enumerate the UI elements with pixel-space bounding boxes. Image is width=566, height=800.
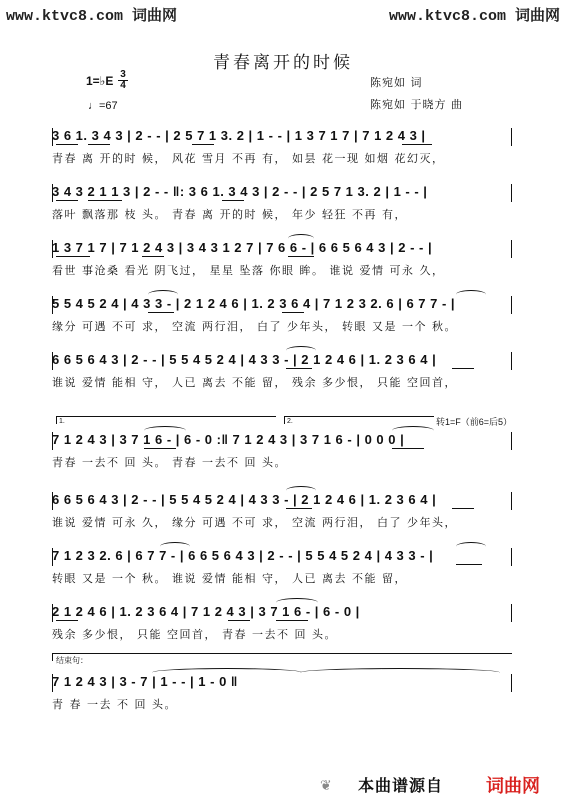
lyric-line: 缘分 可遇 不可 求， 空流 两行泪， 白了 少年头， 转眼 又是 一个 秋。 [52,320,457,333]
volta-bracket-second [284,416,434,417]
beam [228,620,250,621]
barline [511,604,512,622]
lyric-line: 转眼 又是 一个 秋。 谁说 爱情 能相 守， 人已 离去 不能 留， [52,572,407,585]
score-system-8 [52,548,512,600]
song-title: 青春离开的时候 [213,53,353,73]
beam [142,256,164,257]
score-system-3 [52,240,512,292]
lyricist-credit: 陈宛如 词 [370,76,423,89]
slur [286,346,316,355]
beam [392,448,424,449]
composer-credit: 陈宛如 于晓方 曲 [370,98,463,111]
ending-label: 结束句： [56,656,88,665]
notation-line: 7 1 2 4 3 | 3 7 1 6 - | 6 - 0 :‖ 7 1 2 4 3 | 3 7 1 6 - | 0 0 0 | [52,432,405,447]
beam [456,564,482,565]
beam [282,312,304,313]
notation-line: 7 1 2 4 3 | 3 - 7 | 1 - - | 1 - 0 ‖ [52,674,238,689]
barline [511,492,512,510]
barline [511,240,512,258]
site-logo: 词曲网 [486,776,540,797]
lyric-line: 谁说 爱情 可永 久， 缘分 可遇 不可 求， 空流 两行泪， 白了 少年头， [52,516,457,529]
volta-label-first: 1. [59,418,65,425]
time-signature [118,70,128,91]
slur [286,486,316,495]
volta-bracket-tick [284,416,285,424]
slur [276,598,318,607]
beam [88,200,122,201]
beam [286,368,312,369]
volta-bracket-tick [56,416,57,424]
beam [144,448,176,449]
volta-label-second: 2. [287,418,293,425]
time-signature-top: 3 [120,69,126,80]
slur [300,668,500,677]
beam [452,368,474,369]
score-system-7 [52,492,512,544]
notation-line: 3 4 3 2 1 1 3 | 2 - - ‖: 3 6 1. 3 4 3 | 2 - - | 2 5 7 1 3. 2 | 1 - - | [52,184,428,199]
barline [511,548,512,566]
slur [152,668,302,677]
score-system-10 [52,674,512,726]
site-watermark-left: www.ktvc8.com 词曲网 [6,8,178,25]
beam [288,256,314,257]
lyric-line: 残余 多少恨， 只能 空回首， 青春 一去不 回 头。 [52,628,337,641]
slur [456,290,486,299]
tempo-mark: ♩=67 [88,100,118,112]
score-system-5 [52,352,512,404]
volta-bracket-first [56,416,276,417]
score-system-2 [52,184,512,236]
notation-line: 6 6 5 6 4 3 | 2 - - | 5 5 4 5 2 4 | 4 3 3 - | 2 1 2 4 6 | 1. 2 3 6 4 | [52,492,437,507]
beam [148,312,174,313]
notation-line: 2 1 2 4 6 | 1. 2 3 6 4 | 7 1 2 4 3 | 3 7 1 6 - | 6 - 0 | [52,604,360,619]
notation-line: 1 3 7 1 7 | 7 1 2 4 3 | 3 4 3 1 2 7 | 7 6 6 - | 6 6 5 6 4 3 | 2 - - | [52,240,433,255]
ending-bracket [52,653,512,654]
lyric-line: 看世 事沧桑 看光 阴飞过， 星星 坠落 你眼 眸。 谁说 爱情 可永 久， [52,264,445,277]
score-system-1 [52,128,512,180]
lyric-line: 青春 一去不 回 头。 青春 一去不 回 头。 [52,456,287,469]
key-change-note: 转1=F（前6=后5） [436,417,513,427]
ending-bracket-tick [52,653,53,661]
barline [511,432,512,450]
slur [160,542,190,551]
barline [511,184,512,202]
slur [288,234,314,243]
lyric-line: 青春 离 开的时 候， 风花 雪月 不再 有， 如昙 花一现 如烟 花幻灭， [52,152,445,165]
key-signature: 1=♭E [86,74,114,88]
barline [511,352,512,370]
score-system-6 [52,432,512,484]
beam [286,508,312,509]
beam [222,200,244,201]
slur [144,426,186,435]
leaf-icon: ❦ [320,778,332,794]
slur [148,290,178,299]
beam [56,144,78,145]
beam [56,200,78,201]
beam [402,144,432,145]
time-signature-bottom: 4 [118,80,128,91]
lyric-line: 青 春 一去 不 回 头。 [52,698,177,711]
slur [456,542,486,551]
barline [511,296,512,314]
beam [56,620,78,621]
barline [511,128,512,146]
lyric-line: 谁说 爱情 能相 守， 人已 离去 不能 留， 残余 多少恨， 只能 空回首， [52,376,457,389]
score-system-4 [52,296,512,348]
source-text: 本曲谱源自 [358,776,444,795]
notation-line: 3 6 1. 3 4 3 | 2 - - | 2 5 7 1 3. 2 | 1 - - | 1 3 7 1 7 | 7 1 2 4 3 | [52,128,426,143]
slur [392,426,434,435]
score-system-9 [52,604,512,656]
site-watermark-right: www.ktvc8.com 词曲网 [388,8,560,25]
beam [276,620,308,621]
beam [88,144,110,145]
notation-line: 7 1 2 3 2. 6 | 6 7 7 - | 6 6 5 6 4 3 | 2 - - | 5 5 4 5 2 4 | 4 3 3 - | [52,548,434,563]
beam [452,508,474,509]
notation-line: 6 6 5 6 4 3 | 2 - - | 5 5 4 5 2 4 | 4 3 3 - | 2 1 2 4 6 | 1. 2 3 6 4 | [52,352,437,367]
beam [56,256,90,257]
notation-line: 5 5 4 5 2 4 | 4 3 3 - | 2 1 2 4 6 | 1. 2 3 6 4 | 7 1 2 3 2. 6 | 6 7 7 - | [52,296,456,311]
barline [511,674,512,692]
beam [192,144,214,145]
lyric-line: 落叶 飘落那 枝 头。 青春 离 开的时 候， 年少 轻狂 不再 有， [52,208,407,221]
